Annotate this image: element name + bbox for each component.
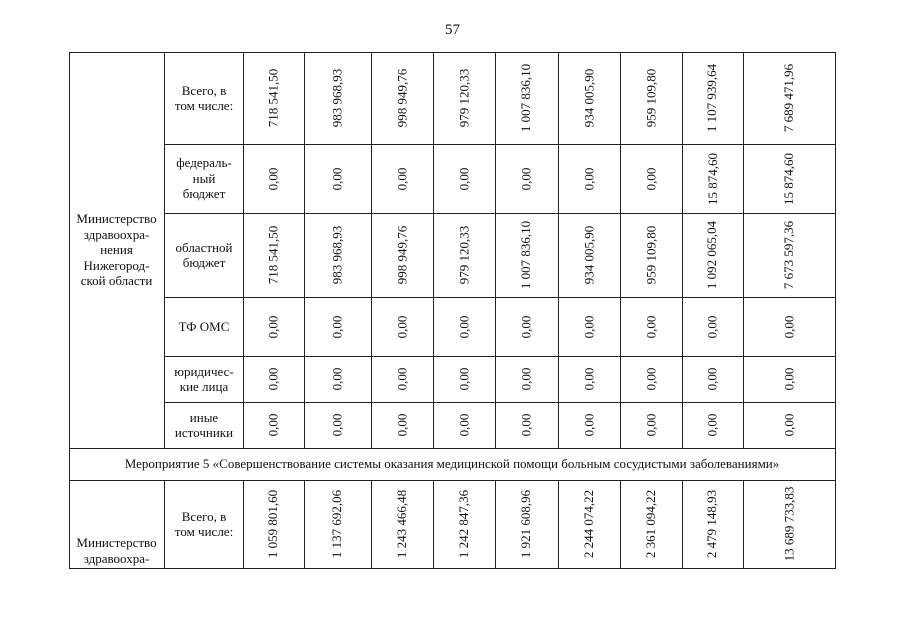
value-text: 15 874,60	[781, 152, 796, 205]
row-label-line: областной	[175, 239, 233, 255]
value-text: 0,00	[265, 367, 281, 391]
value-text: 1 242 847,36	[456, 489, 471, 559]
value-text: 7 673 597,36	[781, 220, 796, 290]
value-cell	[243, 356, 304, 402]
value-text: 1 007 836,10	[518, 220, 534, 290]
value-text: 0,00	[781, 413, 796, 437]
value-cell	[433, 480, 495, 568]
value-text: 0,00	[643, 167, 658, 190]
value-cell	[433, 297, 495, 356]
value-cell	[620, 213, 682, 297]
value-text: 15 874,60	[704, 152, 720, 205]
table-border-right	[835, 52, 836, 569]
value-cell	[304, 297, 371, 356]
value-text: 1 092 065,04	[704, 220, 720, 290]
row-label-line: юридичес-	[174, 363, 234, 379]
row-label-line: кие лица	[179, 379, 229, 394]
value-text: 1 137 692,06	[329, 489, 345, 559]
value-text: 0,00	[781, 315, 796, 338]
value-cell	[620, 356, 682, 402]
value-cell	[304, 52, 371, 144]
row-label	[165, 52, 243, 144]
value-text: 0,00	[394, 413, 409, 437]
value-cell	[371, 480, 433, 568]
value-text: 0,00	[456, 167, 471, 190]
ministry-name	[69, 52, 164, 448]
value-text: 718 541,50	[265, 225, 281, 285]
row-label-line: Всего, в	[181, 508, 227, 524]
value-cell	[620, 144, 682, 213]
value-cell	[495, 356, 558, 402]
value-text: 2 361 094,22	[643, 489, 658, 559]
value-cell	[743, 52, 835, 144]
value-text: 13 689 733,83	[781, 486, 796, 562]
event-title: Мероприятие 5 «Совершенствование системы оказания медицинской помощи больным сосудистыми заболеваниями»	[124, 456, 780, 471]
row-label-line: источники	[174, 425, 234, 440]
ministry-line: нения	[100, 242, 133, 258]
value-cell	[743, 297, 835, 356]
value-cell	[433, 356, 495, 402]
value-text: 1 243 466,48	[394, 489, 409, 559]
value-text: 2 244 074,22	[581, 489, 596, 559]
row-label-line: ТФ ОМС	[178, 318, 230, 334]
row-label	[165, 144, 243, 213]
value-text: 998 949,76	[394, 225, 409, 285]
value-text: 0,00	[518, 413, 534, 437]
value-text: 0,00	[643, 413, 658, 437]
value-cell	[495, 297, 558, 356]
value-cell	[304, 356, 371, 402]
budget-table	[69, 52, 835, 568]
value-text: 0,00	[581, 167, 596, 190]
ministry-line: Министерство	[76, 535, 157, 550]
row-label-line: ный	[192, 170, 216, 186]
value-cell	[743, 480, 835, 568]
ministry-line: здравоохра-	[83, 550, 150, 566]
value-cell	[371, 356, 433, 402]
row-label	[165, 480, 243, 568]
value-text: 934 005,90	[581, 68, 596, 128]
value-cell	[558, 402, 620, 448]
value-text: 979 120,33	[456, 225, 471, 285]
value-text: 0,00	[265, 315, 281, 338]
value-text: 0,00	[781, 367, 796, 391]
value-text: 0,00	[581, 413, 596, 437]
value-cell	[558, 356, 620, 402]
value-cell	[495, 402, 558, 448]
value-text: 959 109,80	[643, 225, 658, 285]
value-text: 0,00	[329, 167, 345, 190]
value-cell	[620, 297, 682, 356]
value-text: 998 949,76	[394, 68, 409, 128]
value-cell	[371, 144, 433, 213]
ministry-name-continued	[69, 480, 164, 566]
value-cell	[304, 213, 371, 297]
value-cell	[682, 356, 743, 402]
row-label	[165, 402, 243, 448]
value-cell	[495, 480, 558, 568]
value-cell	[433, 402, 495, 448]
value-cell	[682, 213, 743, 297]
value-cell	[243, 52, 304, 144]
value-text: 1 107 939,64	[704, 63, 720, 133]
value-cell	[682, 144, 743, 213]
value-text: 0,00	[581, 367, 596, 391]
ministry-line: ской области	[80, 273, 153, 289]
value-text: 0,00	[643, 315, 658, 338]
value-cell	[682, 402, 743, 448]
value-cell	[682, 480, 743, 568]
value-cell	[495, 213, 558, 297]
table-border-bottom	[69, 568, 836, 569]
value-cell	[495, 52, 558, 144]
value-cell	[743, 402, 835, 448]
value-text: 934 005,90	[581, 225, 596, 285]
value-cell	[620, 480, 682, 568]
value-text: 0,00	[394, 315, 409, 338]
value-text: 983 968,93	[329, 68, 345, 128]
value-text: 2 479 148,93	[704, 489, 720, 559]
value-cell	[243, 213, 304, 297]
value-text: 0,00	[456, 367, 471, 391]
value-cell	[558, 144, 620, 213]
value-cell	[304, 480, 371, 568]
page-number: 57	[445, 22, 460, 38]
row-label-line: федераль-	[176, 155, 232, 171]
value-text: 0,00	[518, 315, 534, 338]
value-cell	[243, 402, 304, 448]
row-label-line: бюджет	[182, 186, 226, 202]
value-text: 0,00	[643, 367, 658, 391]
value-cell	[433, 213, 495, 297]
value-text: 0,00	[265, 413, 281, 437]
row-label-line: том числе:	[174, 98, 234, 113]
value-text: 0,00	[704, 413, 720, 437]
value-cell	[433, 144, 495, 213]
value-cell	[743, 356, 835, 402]
value-text: 0,00	[394, 367, 409, 391]
value-text: 0,00	[329, 413, 345, 437]
value-text: 983 968,93	[329, 225, 345, 285]
value-text: 7 689 471,96	[781, 63, 796, 133]
value-text: 0,00	[581, 315, 596, 338]
value-text: 0,00	[329, 367, 345, 391]
row-label	[165, 356, 243, 402]
value-text: 1 921 608,96	[518, 489, 534, 559]
value-cell	[743, 144, 835, 213]
value-text: 718 541,50	[265, 68, 281, 128]
value-cell	[371, 297, 433, 356]
value-text: 1 059 801,60	[265, 489, 281, 559]
value-cell	[620, 52, 682, 144]
value-cell	[243, 480, 304, 568]
ministry-line: Нижегород-	[83, 257, 150, 273]
value-text: 0,00	[518, 367, 534, 391]
ministry-line: Министерство	[76, 211, 157, 227]
value-text: 0,00	[329, 315, 345, 338]
value-cell	[558, 480, 620, 568]
value-cell	[682, 297, 743, 356]
value-cell	[495, 144, 558, 213]
value-cell	[682, 52, 743, 144]
value-text: 0,00	[704, 367, 720, 391]
value-cell	[243, 297, 304, 356]
value-text: 0,00	[265, 167, 281, 190]
value-text: 0,00	[456, 315, 471, 338]
value-text: 0,00	[394, 167, 409, 190]
value-cell	[743, 213, 835, 297]
row-label	[165, 213, 243, 297]
value-cell	[243, 144, 304, 213]
value-cell	[558, 297, 620, 356]
value-cell	[371, 52, 433, 144]
value-text: 979 120,33	[456, 68, 471, 128]
row-label-line: бюджет	[182, 255, 226, 270]
row-label-line: том числе:	[174, 524, 234, 539]
row-label	[165, 297, 243, 356]
value-text: 1 007 836,10	[518, 63, 534, 133]
row-label-line: Всего, в	[181, 82, 227, 98]
value-cell	[371, 402, 433, 448]
value-text: 959 109,80	[643, 68, 658, 128]
value-cell	[371, 213, 433, 297]
value-cell	[620, 402, 682, 448]
value-cell	[304, 402, 371, 448]
value-cell	[304, 144, 371, 213]
row-label-line: иные	[189, 409, 219, 425]
value-cell	[558, 52, 620, 144]
value-cell	[558, 213, 620, 297]
value-cell	[433, 52, 495, 144]
value-text: 0,00	[704, 315, 720, 338]
value-text: 0,00	[456, 413, 471, 437]
ministry-line: здравоохра-	[83, 226, 150, 242]
value-text: 0,00	[518, 167, 534, 190]
